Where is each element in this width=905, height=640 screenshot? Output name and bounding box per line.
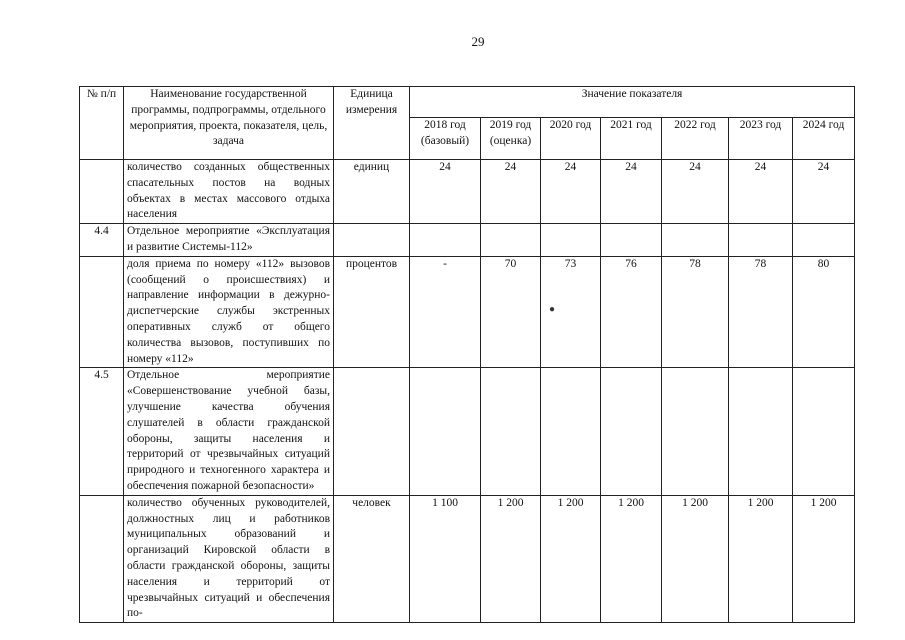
row-num (80, 256, 124, 368)
row-value (481, 224, 541, 257)
row-value (410, 368, 481, 495)
row-value: 24 (662, 160, 729, 224)
scan-speck: ● (549, 304, 556, 315)
row-value (541, 224, 601, 257)
row-value (662, 224, 729, 257)
row-value: 1 200 (662, 495, 729, 622)
row-value (410, 224, 481, 257)
row-value (481, 368, 541, 495)
row-value (601, 368, 662, 495)
header-year: 2018 год (базовый) (410, 118, 481, 160)
table-row (80, 368, 855, 495)
row-num: 4.4 (80, 224, 124, 257)
table-row (80, 224, 855, 257)
header-year: 2022 год (662, 118, 729, 160)
indicator-table (79, 86, 855, 623)
row-num: 4.5 (80, 368, 124, 495)
row-unit: человек (334, 495, 410, 622)
row-value: 24 (481, 160, 541, 224)
row-name: количество созданных общественных спасательных постов на водных объектах в местах массового отдыха населения (124, 160, 334, 224)
row-value: 1 200 (541, 495, 601, 622)
row-value: 78 (662, 256, 729, 368)
header-year: 2023 год (729, 118, 793, 160)
row-value: 80 (793, 256, 855, 368)
row-num (80, 160, 124, 224)
row-name: Отдельное мероприятие «Эксплуатация и развитие Системы-112» (124, 224, 334, 257)
row-value: 1 200 (601, 495, 662, 622)
header-year: 2024 год (793, 118, 855, 160)
row-unit (334, 368, 410, 495)
header-num: № п/п (80, 87, 124, 160)
table-row (80, 256, 855, 368)
row-unit: процентов (334, 256, 410, 368)
header-year: 2020 год (541, 118, 601, 160)
row-value: - (410, 256, 481, 368)
header-value-group: Значение показателя (410, 87, 855, 118)
row-value: 70 (481, 256, 541, 368)
row-value (662, 368, 729, 495)
page-number: 29 (471, 34, 485, 49)
row-value: 24 (541, 160, 601, 224)
table-row (80, 160, 855, 224)
header-unit: Единица измерения (334, 87, 410, 160)
row-value: 24 (601, 160, 662, 224)
row-value: 76 (601, 256, 662, 368)
header-name: Наименование государственной программы, подпрограммы, отдельного мероприятия, проекта, показателя, цель, задача (124, 87, 334, 160)
table-row (80, 495, 855, 622)
row-value (601, 224, 662, 257)
row-num (80, 495, 124, 622)
row-name: доля приема по номеру «112» вызовов (сообщений о происшествиях) и направление информации в дежурно-диспетчерские службы экстренных оперативных служб от общего количества вызовов, поступивших по номеру «112» (124, 256, 334, 368)
row-value (729, 368, 793, 495)
header-year: 2021 год (601, 118, 662, 160)
row-value: 24 (793, 160, 855, 224)
row-value: 78 (729, 256, 793, 368)
row-name: количество обученных руководителей, должностных лиц и работников муниципальных образований и организаций Кировской области в области гражданской обороны, защиты населения и территорий от чрезвычайных ситуаций и обеспечения по- (124, 495, 334, 622)
row-value: 24 (410, 160, 481, 224)
row-value (541, 368, 601, 495)
row-value: 1 200 (793, 495, 855, 622)
row-value (793, 368, 855, 495)
row-value (793, 224, 855, 257)
row-name: Отдельное мероприятие «Совершенствование учебной базы, улучшение качества обучения слушателей в области гражданской обороны, защиты населения и территорий от чрезвычайных ситуаций природного и техногенного характера и обеспечения пожарной безопасности» (124, 368, 334, 495)
row-unit (334, 224, 410, 257)
row-value: 1 200 (729, 495, 793, 622)
row-value: 24 (729, 160, 793, 224)
row-value (729, 224, 793, 257)
header-year: 2019 год (оценка) (481, 118, 541, 160)
row-value: 1 200 (481, 495, 541, 622)
row-value: 1 100 (410, 495, 481, 622)
row-value: 73 (541, 256, 601, 368)
row-unit: единиц (334, 160, 410, 224)
